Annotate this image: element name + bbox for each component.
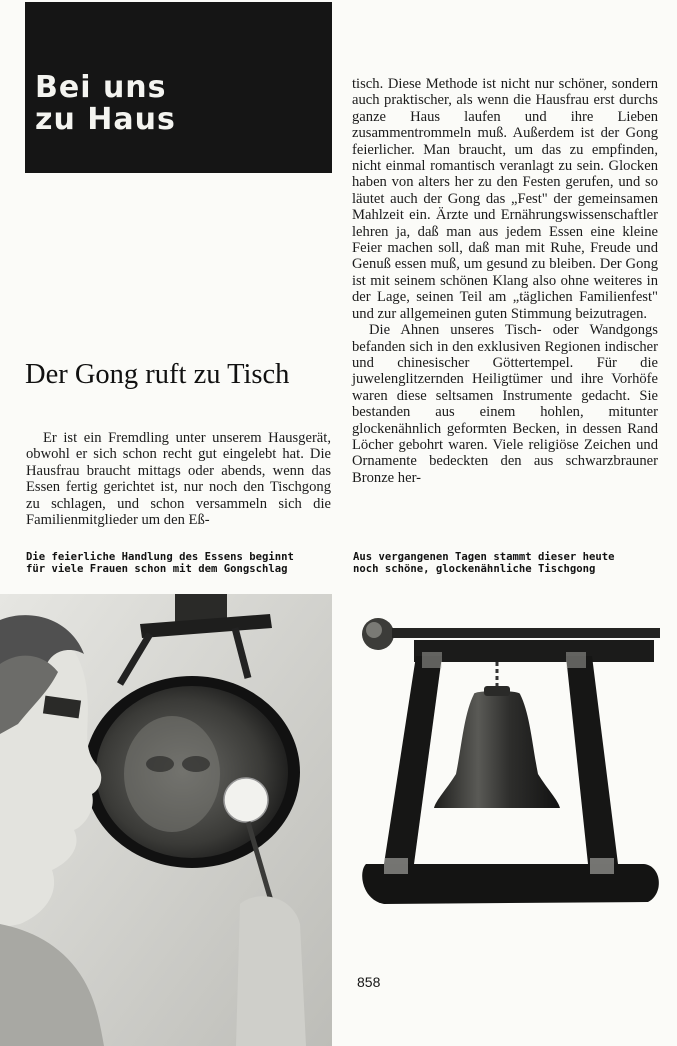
- caption-left: Die feierliche Handlung des Essens beginnt für viele Frauen schon mit dem Gongschlag: [26, 551, 294, 575]
- gong-photo-illustration: [0, 594, 332, 1046]
- body-paragraph-1: tisch. Diese Methode ist nicht nur schöner, sondern auch praktischer, als wenn die Hausfrau erst durchs ganze Haus laufen und ihre Lieben zusammentrommeln muß. Außerdem ist der Gong feierlicher. Man braucht, um das zu empfinden, nicht einmal romantisch veranlagt zu sein. Glocken haben von alters her zu den Festen gerufen, und so läutet auch der Gong das „Fest" der gemeinsamen Mahlzeit ein. Ärzte und Ernährungswissenschaftler lehren ja, daß man aus jedem Essen eine kleine Feier machen soll, daß man mit Ruhe, Freude und Genuß essen muß, um gesund zu bleiben. Der Gong ist mit seinem schönen Klang also ohne weiteres in der Lage, seinen Teil am „täglichen Familienfest" und zur allgemeinen guten Stimmung beizutragen.: [352, 76, 658, 322]
- photo-woman-striking-gong: [0, 594, 332, 1046]
- body-column-right: [352, 76, 658, 486]
- masthead-title: Bei uns zu Haus: [35, 70, 176, 137]
- table-gong-illustration: [344, 594, 677, 954]
- photo-table-gong: [344, 594, 677, 954]
- body-paragraph-2: Die Ahnen unseres Tisch- oder Wandgongs befanden sich in den exklusiven Regionen indischer und chinesischer Göttertempel. Für die juwelenglitzernden Heiligtümer und ihre Vorhöfe waren diese seltsamen Instrumente gedacht. Sie bestanden aus einem hohlen, mitunter glockenähnlich geformten Becken, in dessen Rand Löcher gebohrt waren. Viele religiöse Zeichen und Ornamente bedeckten den aus schwarzbrauner Bronze her-: [352, 322, 658, 486]
- masthead-banner: [25, 2, 332, 173]
- caption-right: Aus vergangenen Tagen stammt dieser heute noch schöne, glockenähnliche Tischgong: [353, 551, 615, 575]
- page-number: 858: [357, 974, 381, 990]
- intro-paragraph: Er ist ein Fremdling unter unserem Hausgerät, obwohl er sich schon recht gut eingelebt hat. Die Hausfrau braucht mittags oder abends, wenn das Essen fertig gerichtet ist, nur noch den Tischgong zu schlagen, und schon versammeln sich die Familienmitglieder um den Eß-: [26, 430, 331, 529]
- article-headline: Der Gong ruft zu Tisch: [25, 359, 290, 390]
